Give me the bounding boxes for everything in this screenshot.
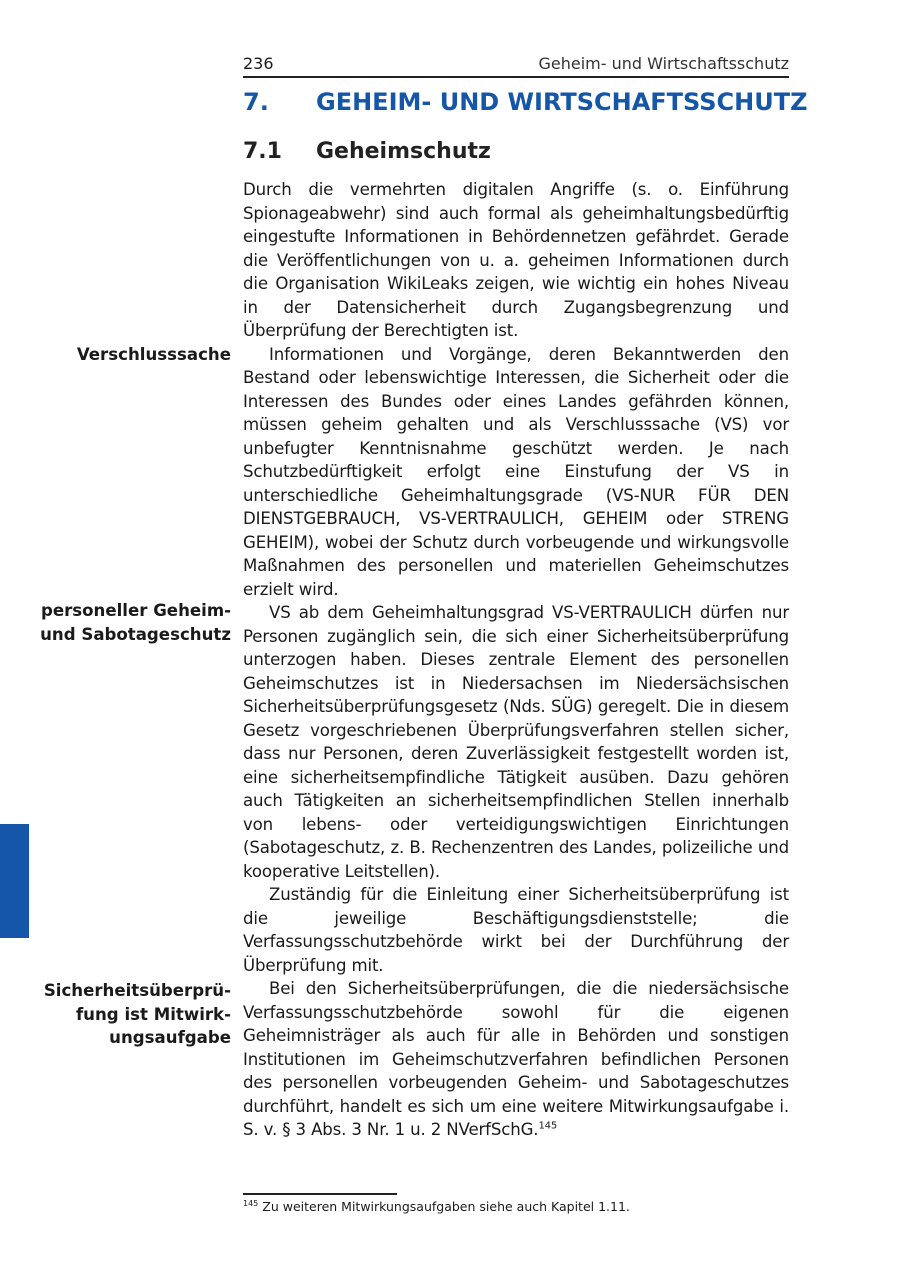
- paragraph-verschlusssache: Informationen und Vorgänge, deren Bekanntwerden den Bestand oder lebenswichtige Interessen, die Sicherheit oder die Interessen des Bundes oder eines Landes gefährden können, müssen geheim gehalten und als Verschlusssache (VS) vor unbefugter Kenntnisnahme geschützt werden. Je nach Schutzbedürftigkeit erfolgt eine Einstufung der VS in unterschiedliche Geheimhaltungsgrade (VS-NUR FÜR DEN DIENSTGEBRAUCH, VS-VERTRAULICH, GEHEIM oder STRENG GEHEIM), wobei der Schutz durch vorbeugende und wirkungsvolle Maßnahmen des personellen und materiellen Geheimschutzes erzielt wird.: [243, 344, 789, 599]
- section-number: 7.1: [243, 139, 282, 164]
- paragraph-zustaendigkeit: Zuständig für die Einleitung einer Sicherheitsüberprüfung ist die jeweilige Beschäftigungsdienststelle; die Verfassungsschutzbehörde wirkt bei der Durchführung der Überprüfung mit.: [243, 885, 789, 975]
- chapter-number: 7.: [243, 88, 269, 116]
- chapter-thumb-tab: [0, 824, 29, 938]
- margin-note-personeller-geheimschutz: personeller Geheim- und Sabotageschutz: [40, 601, 231, 644]
- footnote-divider: [243, 1193, 397, 1195]
- margin-note-mitwirkungsaufgabe: Sicherheitsüberprüfung ist Mitwirkungsaufgabe: [43, 981, 231, 1047]
- paragraph-personeller-geheimschutz: VS ab dem Geheimhaltungsgrad VS-VERTRAULICH dürfen nur Personen zugänglich sein, die sich einer Sicherheitsüberprüfung unterzogen haben. Dieses zentrale Element des personellen Geheimschutzes ist in Niedersachsen im Niedersächsischen Sicherheitsüberprüfungsgesetz (Nds. SÜG) geregelt. Die in diesem Gesetz vorgeschriebenen Überprüfungsverfahren stellen sicher, dass nur Personen, deren Zuverlässigkeit festgestellt worden ist, eine sicherheitsempfindliche Tätigkeit ausüben. Dazu gehören auch Tätigkeiten an sicherheitsempfindlichen Stellen innerhalb von lebens- oder verteidigungswichtigen Einrichtungen (Sabotageschutz, z. B. Rechenzentren des Landes, polizeiliche und kooperative Leitstellen).: [243, 603, 789, 881]
- page-number: 236: [243, 54, 274, 73]
- section-title: Geheimschutz: [316, 139, 491, 164]
- chapter-heading: [243, 88, 808, 116]
- footnote-text: Zu weiteren Mitwirkungsaufgaben siehe auch Kapitel 1.11.: [262, 1199, 630, 1214]
- footnote-number: 145: [243, 1198, 259, 1208]
- paragraph-mitwirkungsaufgabe: [243, 977, 789, 1142]
- chapter-title: GEHEIM- UND WIRTSCHAFTSSCHUTZ: [316, 88, 808, 116]
- margin-note-verschlusssache: Verschlusssache: [76, 345, 231, 364]
- footnote-reference[interactable]: 145: [538, 1120, 558, 1132]
- paragraph-intro: Durch die vermehrten digitalen Angriffe (s. o. Einführung Spionageabwehr) sind auch formal als geheimhaltungsbedürftig eingestufte Informationen in Behördennetzen gefährdet. Gerade die Veröffentlichungen von u. a. geheimen Informationen durch die Organisation WikiLeaks zeigen, wie wichtig ein hohes Niveau in der Datensicherheit durch Zugangsbegrenzung und Überprüfung der Berechtigten ist.: [243, 180, 789, 340]
- body-text: [243, 178, 789, 1142]
- paragraph-mitwirkungsaufgabe-text: Bei den Sicherheitsüberprüfungen, die die niedersächsische Verfassungsschutzbehörde sowohl für die eigenen Geheimnisträger als auch für alle in Behörden und sonstigen Institutionen im Geheimschutzverfahren befindlichen Personen des personellen vorbeugenden Geheim- und Sabotageschutzes durchführt, handelt es sich um eine weitere Mitwirkungsaufgabe i. S. v. § 3 Abs. 3 Nr. 1 u. 2 NVerfSchG.: [243, 979, 789, 1139]
- section-heading: [243, 139, 789, 164]
- footnote: [243, 1199, 789, 1215]
- page-header: [243, 52, 789, 78]
- running-title: Geheim- und Wirtschaftsschutz: [538, 54, 789, 73]
